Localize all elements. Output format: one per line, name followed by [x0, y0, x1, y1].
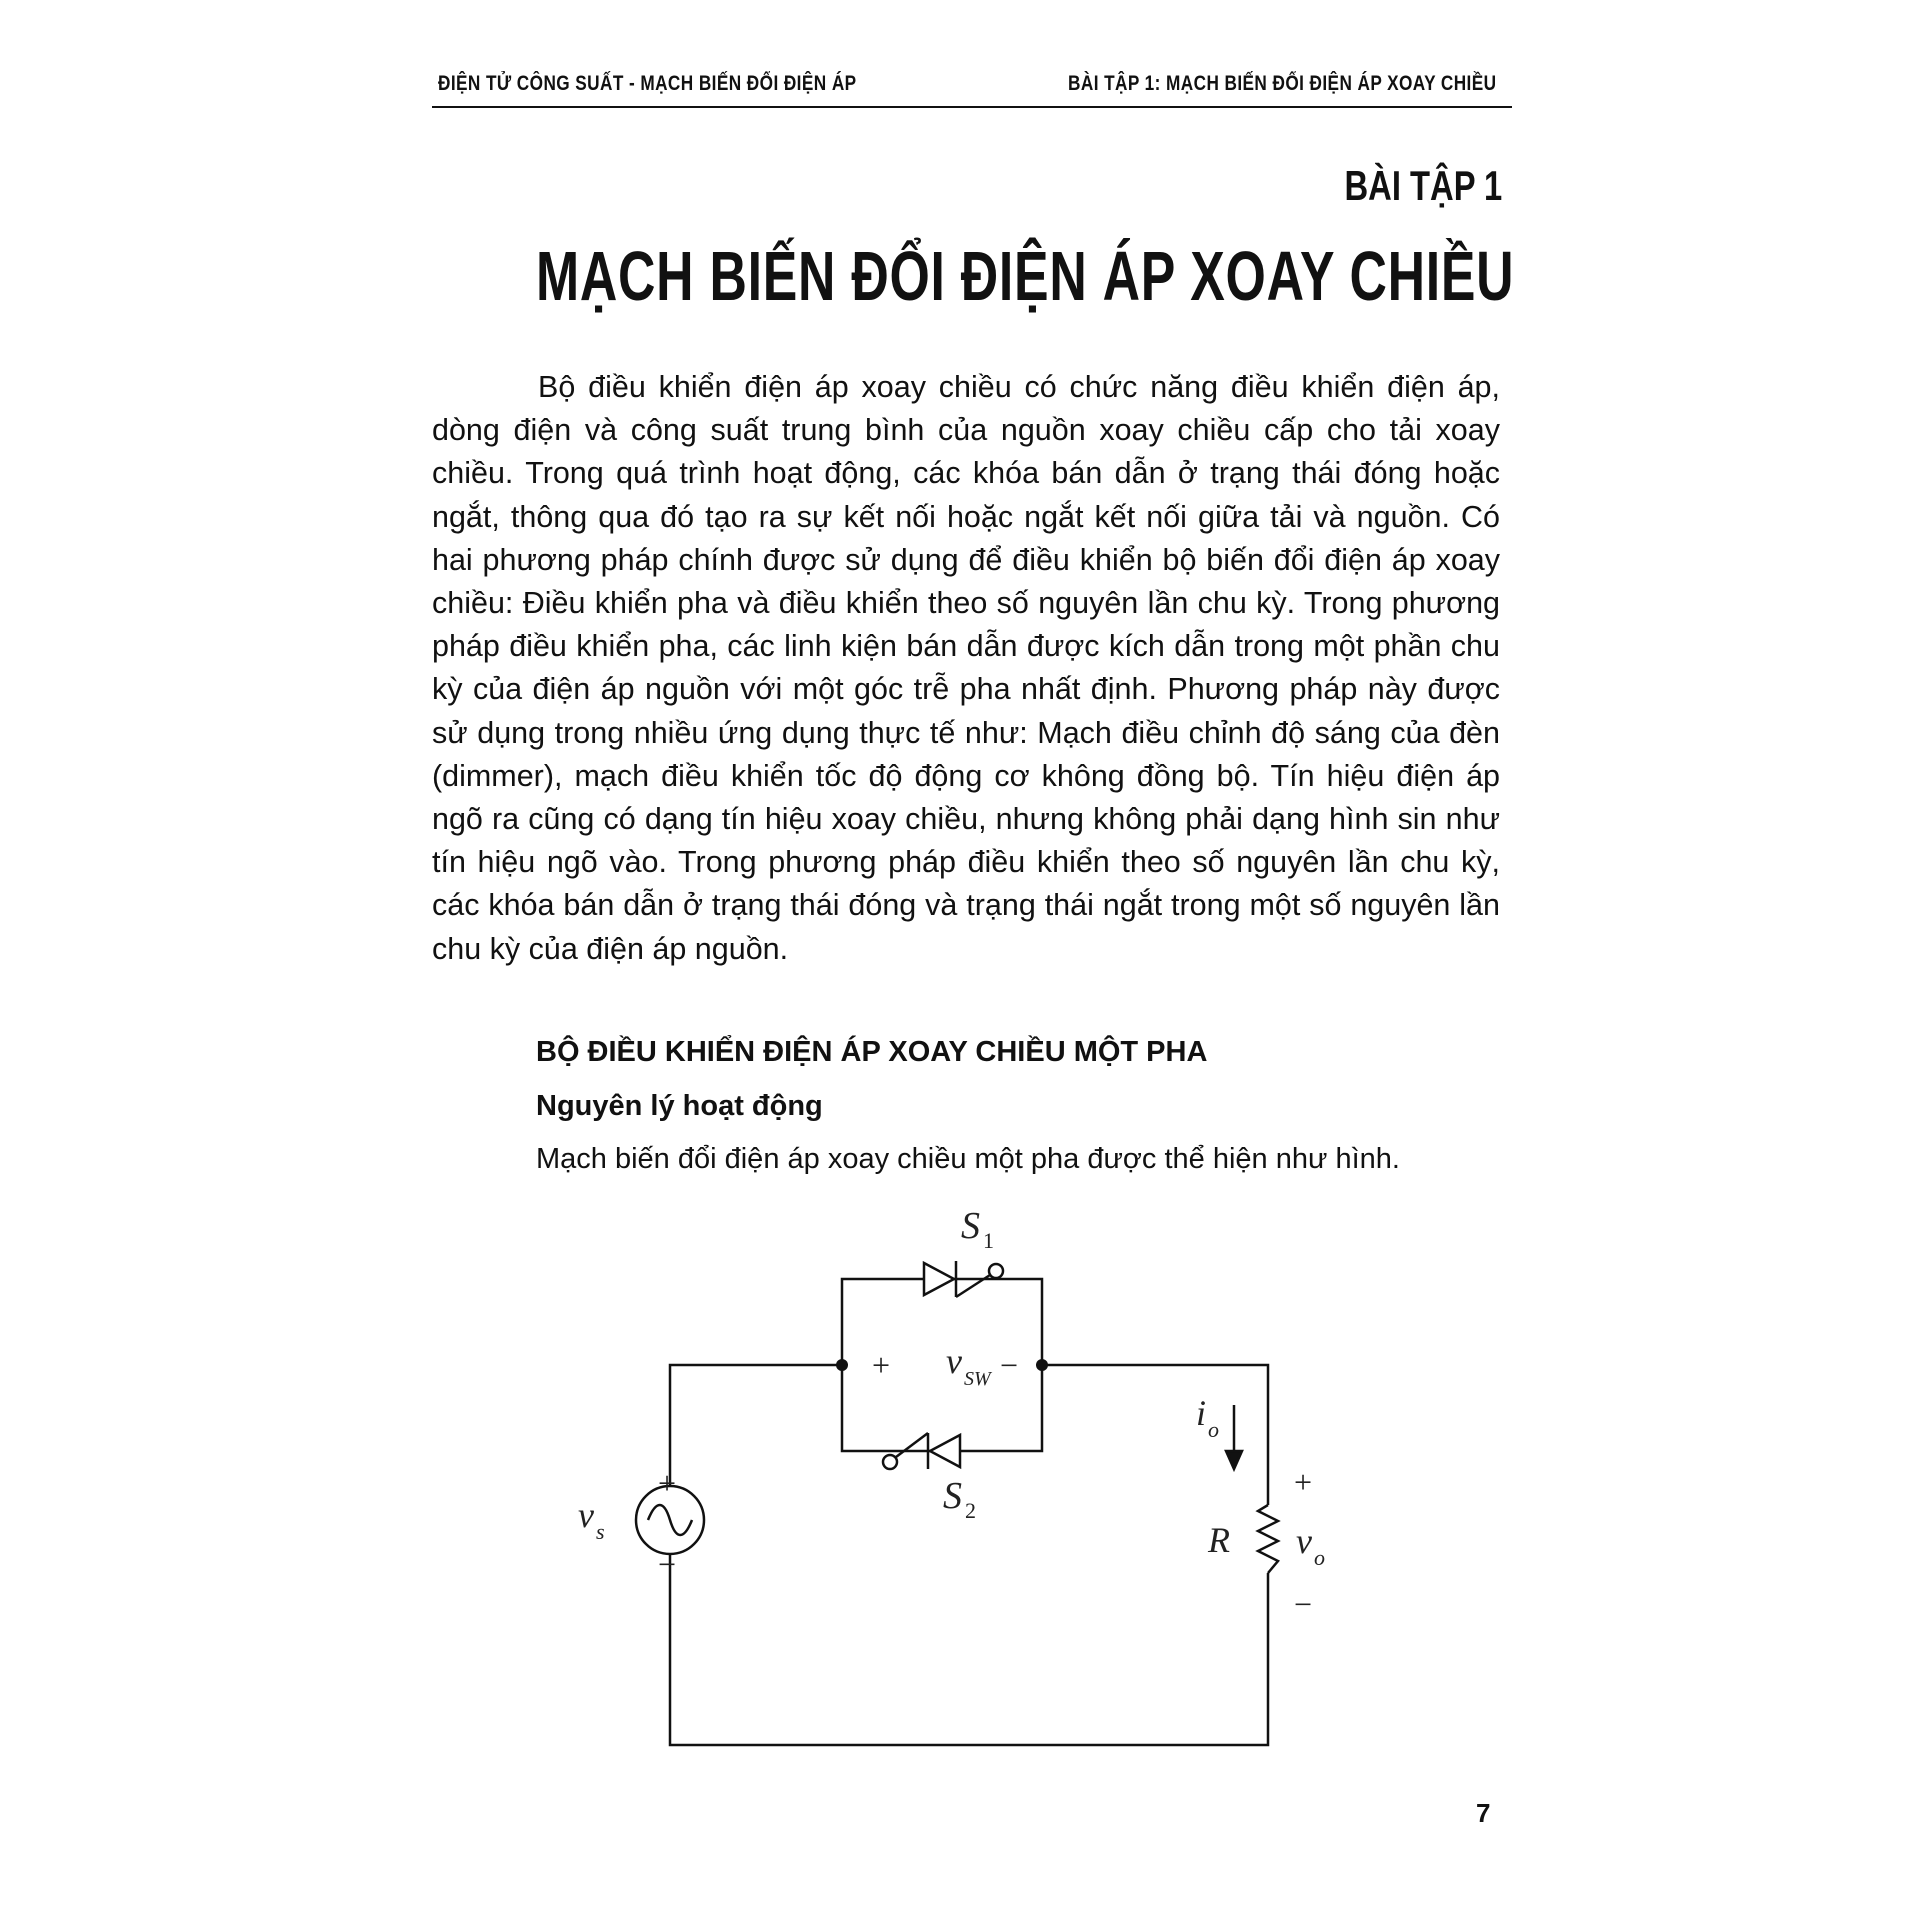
intro-paragraph: Bộ điều khiển điện áp xoay chiều có chức năng điều khiển điện áp, dòng điện và công suất trung bình của nguồn xoay chiều cấp cho tải xoay chiều. Trong quá trình hoạt động, các khóa bán dẫn ở trạng thái đóng hoặc ngắt, thông qua đó tạo ra sự kết nối hoặc ngắt kết nối giữa tải và nguồn. Có hai phương pháp chính được sử dụng để điều khiển bộ biến đổi điện áp xoay chiều: Điều khiển pha và điều khiển theo số nguyên lần chu kỳ. Trong phương pháp điều khiển pha, các linh kiện bán dẫn được kích dẫn trong một phần chu kỳ của điện áp nguồn với một góc trễ pha nhất định. Phương pháp này được sử dụng trong nhiều ứng dụng thực tế như: Mạch điều chỉnh độ sáng của đèn (dimmer), mạch điều khiển tốc độ động cơ không đồng bộ. Tín hiệu điện áp ngõ ra cũng có dạng tín hiệu xoay chiều, nhưng không phải dạng hình sin như tín hiệu ngõ vào. Trong phương pháp điều khiển theo số nguyên lần chu kỳ, các khóa bán dẫn ở trạng thái đóng và trạng thái ngắt trong một số nguyên lần chu kỳ của điện áp nguồn. — [432, 370, 1500, 966]
resistor-label: R — [1208, 1520, 1230, 1560]
vs-plus-sign: + — [658, 1465, 677, 1501]
header-rule — [432, 106, 1512, 108]
subsection-heading: Nguyên lý hoạt động — [536, 1090, 823, 1122]
vo-plus-sign: + — [1294, 1464, 1313, 1500]
resistor-icon — [1258, 1505, 1278, 1573]
s1-label: S — [961, 1205, 980, 1247]
s2-label: S — [943, 1475, 962, 1517]
page-number: 7 — [1476, 1798, 1491, 1828]
vs-subscript: s — [596, 1519, 605, 1544]
circuit-diagram — [540, 1185, 1360, 1765]
current-arrow-icon — [1226, 1405, 1242, 1469]
section-heading: BỘ ĐIỀU KHIỂN ĐIỆN ÁP XOAY CHIỀU MỘT PHA — [536, 1036, 1208, 1068]
figure-intro-text: Mạch biến đổi điện áp xoay chiều một pha được thể hiện như hình. — [536, 1143, 1400, 1175]
io-subscript: o — [1208, 1417, 1219, 1442]
chapter-title: MẠCH BIẾN ĐỔI ĐIỆN ÁP XOAY CHIỀU — [536, 237, 1515, 315]
vsw-minus-sign: − — [1000, 1347, 1019, 1383]
running-header-left: ĐIỆN TỬ CÔNG SUẤT - MẠCH BIẾN ĐỔI ĐIỆN ÁP — [438, 72, 857, 95]
node-left — [836, 1359, 848, 1371]
vo-label: v — [1296, 1521, 1312, 1561]
vs-label: v — [578, 1495, 594, 1535]
node-right — [1036, 1359, 1048, 1371]
vsw-plus-sign: + — [872, 1347, 891, 1383]
s2-subscript: 2 — [965, 1498, 976, 1523]
vsw-subscript: SW — [964, 1368, 991, 1390]
vsw-label: v — [946, 1341, 962, 1381]
vs-minus-sign: − — [658, 1546, 677, 1582]
running-header-right: BÀI TẬP 1: MẠCH BIẾN ĐỔI ĐIỆN ÁP XOAY CHIỀU — [1067, 72, 1496, 95]
s1-subscript: 1 — [983, 1228, 994, 1253]
vo-minus-sign: − — [1294, 1586, 1313, 1622]
io-label: i — [1196, 1393, 1207, 1433]
vo-subscript: o — [1314, 1545, 1325, 1570]
exercise-label: BÀI TẬP 1 — [1344, 162, 1502, 209]
